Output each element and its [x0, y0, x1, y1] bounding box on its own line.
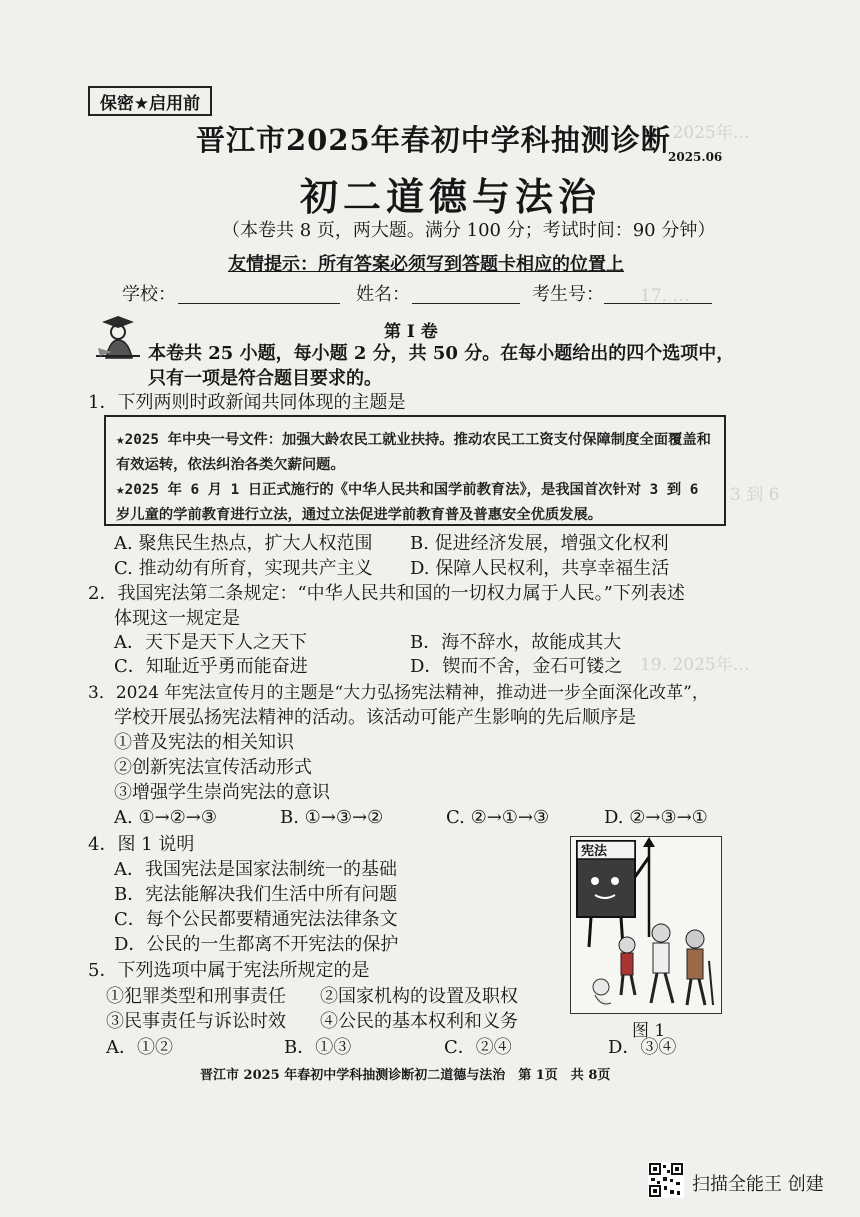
page-footer: 晋江市 2025 年春初中学科抽测诊断初二道德与法治 第 1页 共 8页: [200, 1068, 611, 1083]
q3-option-b: B. ①→③→②: [280, 807, 384, 828]
q3-option-a: A. ①→②→③: [114, 807, 218, 828]
scholar-icon: [92, 312, 144, 360]
constitution-figure-icon: [571, 837, 721, 1013]
q1-stem: 1．下列两则时政新闻共同体现的主题是: [88, 392, 406, 413]
q1-news-1: ★2025 年中央一号文件：加强大龄农民工就业扶持。推动农民工工资支付保障制度全面覆盖和有效运转，依法纠治各类欠薪问题。: [116, 432, 711, 473]
q2-option-c: C．知耻近乎勇而能奋进: [114, 656, 308, 677]
part-title: 第 I 卷: [384, 322, 438, 342]
q4-option-c: C．每个公民都要精通宪法法律条文: [114, 909, 398, 930]
exam-page: 18. 2025年… 17. … 3 到 6 19. 2025年… 保密★启用前 晋江市2025年春初中学科抽测诊断 2025.06 初二道德与法治 （本卷共 8 页，两大题。满分 100 分；考试时间：90 分钟） 友情提示：所有答案必须写到答题卡相应的位置上 学校： 姓名： 考生号： 第 I 卷 本卷共 25 小题，每小题 2 分，共 50 分。在每小题给出的四个选项中， 只有一项是符合题目要求的。 1．下列两则时政新闻共同体现的主题是 ★2025 年中央一号文件：加强大龄农民工就业扶持。推动农民工工资支付保障制度全面覆盖和有效运转，依法纠治各类欠薪问题。 ★2025 年 6 月 1 日正式施行的《中华人民共和国学前教育法》，是我国首次针对 3 到 6 岁儿童的学前教育进行立法，通过立法促进学前教育普及普惠安全优质发展。 A. 聚焦民生热点，扩大人权范围 B. 促进经济发展，增强文化权利 C. 推动幼有所育，实现共产主义 D. 保障人民权利，共享幸福生活 2．我国宪法第二条规定：“中华人民共和国的一切权力属于人民。”下列表述 体现这一规定是 A．天下是天下人之天下 B．海不辞水，故能成其大 C．知耻近乎勇而能奋进 D．锲而不舍，金石可镂之 3．2024 年宪法宣传月的主题是“大力弘扬宪法精神，推动进一步全面深化改革”， 学校开展弘扬宪法精神的活动。该活动可能产生影响的先后顺序是 ①普及宪法的相关知识 ②创新宪法宣传活动形式 ③增强学生崇尚宪法的意识 A. ①→②→③ B. ①→③→② C. ②→①→③ D. ②→③→① 4．图 1 说明 A．我国宪法是国家法制统一的基础 B．宪法能解决我们生活中所有问题 C．每个公民都要精通宪法法律条文 D．公民的一生都离不开宪法的保护 宪法 图 1 5．下列选项中属于宪法所规定的是 ①犯罪类型和刑事责任 ②国家机构的设置及职权 ③民事责任与诉讼时效 ④公民的基本权利和义务 A．①② B．①③ C．②④ D．③④ 晋江市 2025 年春初中学科抽测诊断初二道德与法治 第 1页 共 8页 扫描全能王 创建: [0, 0, 860, 1217]
figure-1-illustration: [570, 836, 722, 1014]
q1-news-2: ★2025 年 6 月 1 日正式施行的《中华人民共和国学前教育法》，是我国首次针对 3 到 6 岁儿童的学前教育进行立法，通过立法促进学前教育普及普惠安全优质发展。: [116, 482, 699, 523]
q4-option-b: B．宪法能解决我们生活中所有问题: [114, 884, 398, 905]
q2-option-a: A．天下是天下人之天下: [114, 632, 307, 653]
q5-item-2: ②国家机构的设置及职权: [320, 986, 518, 1007]
name-label: 姓名：: [356, 284, 410, 305]
q3-item-3: ③增强学生崇尚宪法的意识: [114, 782, 330, 803]
figure-book-label: 宪法: [581, 844, 608, 859]
part-instruction-2: 只有一项是符合题目要求的。: [148, 368, 382, 389]
q5-item-4: ④公民的基本权利和义务: [320, 1011, 518, 1032]
id-label: 考生号：: [532, 284, 604, 305]
friendly-tip: 友情提示：所有答案必须写到答题卡相应的位置上: [228, 254, 624, 275]
q5-option-a: A．①②: [106, 1037, 173, 1058]
q1-option-d: D. 保障人民权利，共享幸福生活: [410, 558, 670, 579]
q5-option-c: C．②④: [444, 1037, 512, 1058]
school-label: 学校：: [122, 284, 176, 305]
q1-option-a: A. 聚焦民生热点，扩大人权范围: [114, 533, 373, 554]
q1-news-box: [104, 415, 726, 526]
q3-option-c: C. ②→①→③: [446, 807, 550, 828]
q3-item-2: ②创新宪法宣传活动形式: [114, 757, 312, 778]
q5-item-3: ③民事责任与诉讼时效: [106, 1011, 286, 1032]
figure-1-caption: 图 1: [632, 1021, 666, 1041]
q4-option-d: D．公民的一生都离不开宪法的保护: [114, 934, 399, 955]
part-instruction-1: 本卷共 25 小题，每小题 2 分，共 50 分。在每小题给出的四个选项中，: [148, 343, 735, 364]
q1-option-c: C. 推动幼有所育，实现共产主义: [114, 558, 373, 579]
q2-stem-1: 2．我国宪法第二条规定：“中华人民共和国的一切权力属于人民。”下列表述: [88, 583, 685, 604]
exam-title: 晋江市2025年春初中学科抽测诊断: [196, 123, 671, 157]
q3-item-1: ①普及宪法的相关知识: [114, 732, 294, 753]
id-blank: [604, 303, 712, 304]
school-blank: [178, 303, 340, 304]
q4-option-a: A．我国宪法是国家法制统一的基础: [114, 859, 397, 880]
q1-option-b: B. 促进经济发展，增强文化权利: [410, 533, 669, 554]
q4-stem: 4．图 1 说明: [88, 834, 195, 855]
q5-option-b: B．①③: [284, 1037, 352, 1058]
qr-code-icon: [648, 1162, 684, 1198]
exam-info: （本卷共 8 页，两大题。满分 100 分；考试时间：90 分钟）: [222, 220, 716, 241]
q5-option-d: D．③④: [608, 1037, 677, 1058]
q3-stem-2: 学校开展弘扬宪法精神的活动。该活动可能产生影响的先后顺序是: [114, 707, 636, 728]
scanner-watermark: 扫描全能王 创建: [692, 1174, 824, 1195]
q2-stem-2: 体现这一规定是: [114, 608, 240, 629]
confidential-label: 保密★启用前: [88, 86, 212, 116]
q3-stem-1: 3．2024 年宪法宣传月的主题是“大力弘扬宪法精神，推动进一步全面深化改革”，: [88, 683, 709, 703]
q5-stem: 5．下列选项中属于宪法所规定的是: [88, 960, 370, 981]
q2-option-d: D．锲而不舍，金石可镂之: [410, 656, 623, 677]
q2-option-b: B．海不辞水，故能成其大: [410, 632, 622, 653]
q3-option-d: D. ②→③→①: [604, 807, 708, 828]
name-blank: [412, 303, 520, 304]
q5-item-1: ①犯罪类型和刑事责任: [106, 986, 286, 1007]
subject-title: 初二道德与法治: [300, 174, 602, 219]
exam-date: 2025.06: [668, 150, 723, 164]
